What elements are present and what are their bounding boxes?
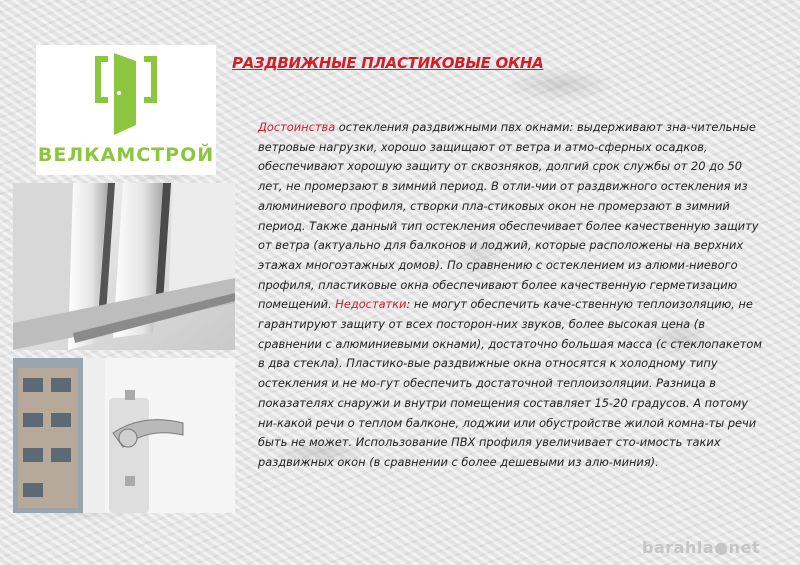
description-paragraph — [258, 118, 762, 473]
disadvantages-label: Недостатки — [335, 297, 407, 312]
site-watermark: barahla●net — [642, 538, 760, 557]
page-title: РАЗДВИЖНЫЕ ПЛАСТИКОВЫЕ ОКНА — [232, 54, 544, 72]
company-logo — [36, 45, 216, 175]
logo-door-knob — [117, 91, 121, 95]
advantages-text: остекления раздвижными пвх окнами: выдерживают зна-чительные ветровые нагрузки, хорошо защищают от ветра и атмо-сферных осадков, обеспечивают хорошую защиту от сквозняков, долгий срок службы от 20 до 50 лет, не промерзают в зимний период. В отли-чии от раздвижного остекления из алюминиевого профиля, створки пла-стиковых окон не промерзают в зимний период. Также данный тип остекления обеспечивает более качественную защиту от ветра (актуально для балконов и лоджий, которые расположены на верхних этажах многоэтажных домов). По сравнению с остеклением из алюми-ниевого профиля, пластиковые окна обеспечивают более качественную герметизацию помещений. — [258, 120, 759, 312]
window-handle-photo — [13, 358, 235, 513]
advantages-label: Достоинства — [258, 120, 336, 134]
logo-bracket-right — [144, 59, 154, 100]
logo-bracket-left — [98, 59, 108, 100]
sliding-window-photo — [13, 183, 235, 350]
disadvantages-text: : не могут обеспечить каче-ственную теплоизоляцию, не гарантируют защиту от всех посторон-них звуков, более высокая цена (в сравнении с алюминиевыми окнами), достаточно большая масса (с стеклопакетом в два стекла). Пластико-вые раздвижные окна относятся к холодному типу остекления и не мо-гут обеспечить достаточной теплоизоляции. Разница в показателях снаружи и внутри помещения составляет 15-20 градусов. А потому ни-какой речи о теплом балконе, лоджии или обустройстве жилой комна-ты речи быть не может. Использование ПВХ профиля увеличивает сто-имость таких раздвижных окон (в сравнении с более дешевыми из алю-миния). — [258, 297, 762, 469]
company-name: ВЕЛКАМСТРОЙ — [37, 144, 215, 166]
